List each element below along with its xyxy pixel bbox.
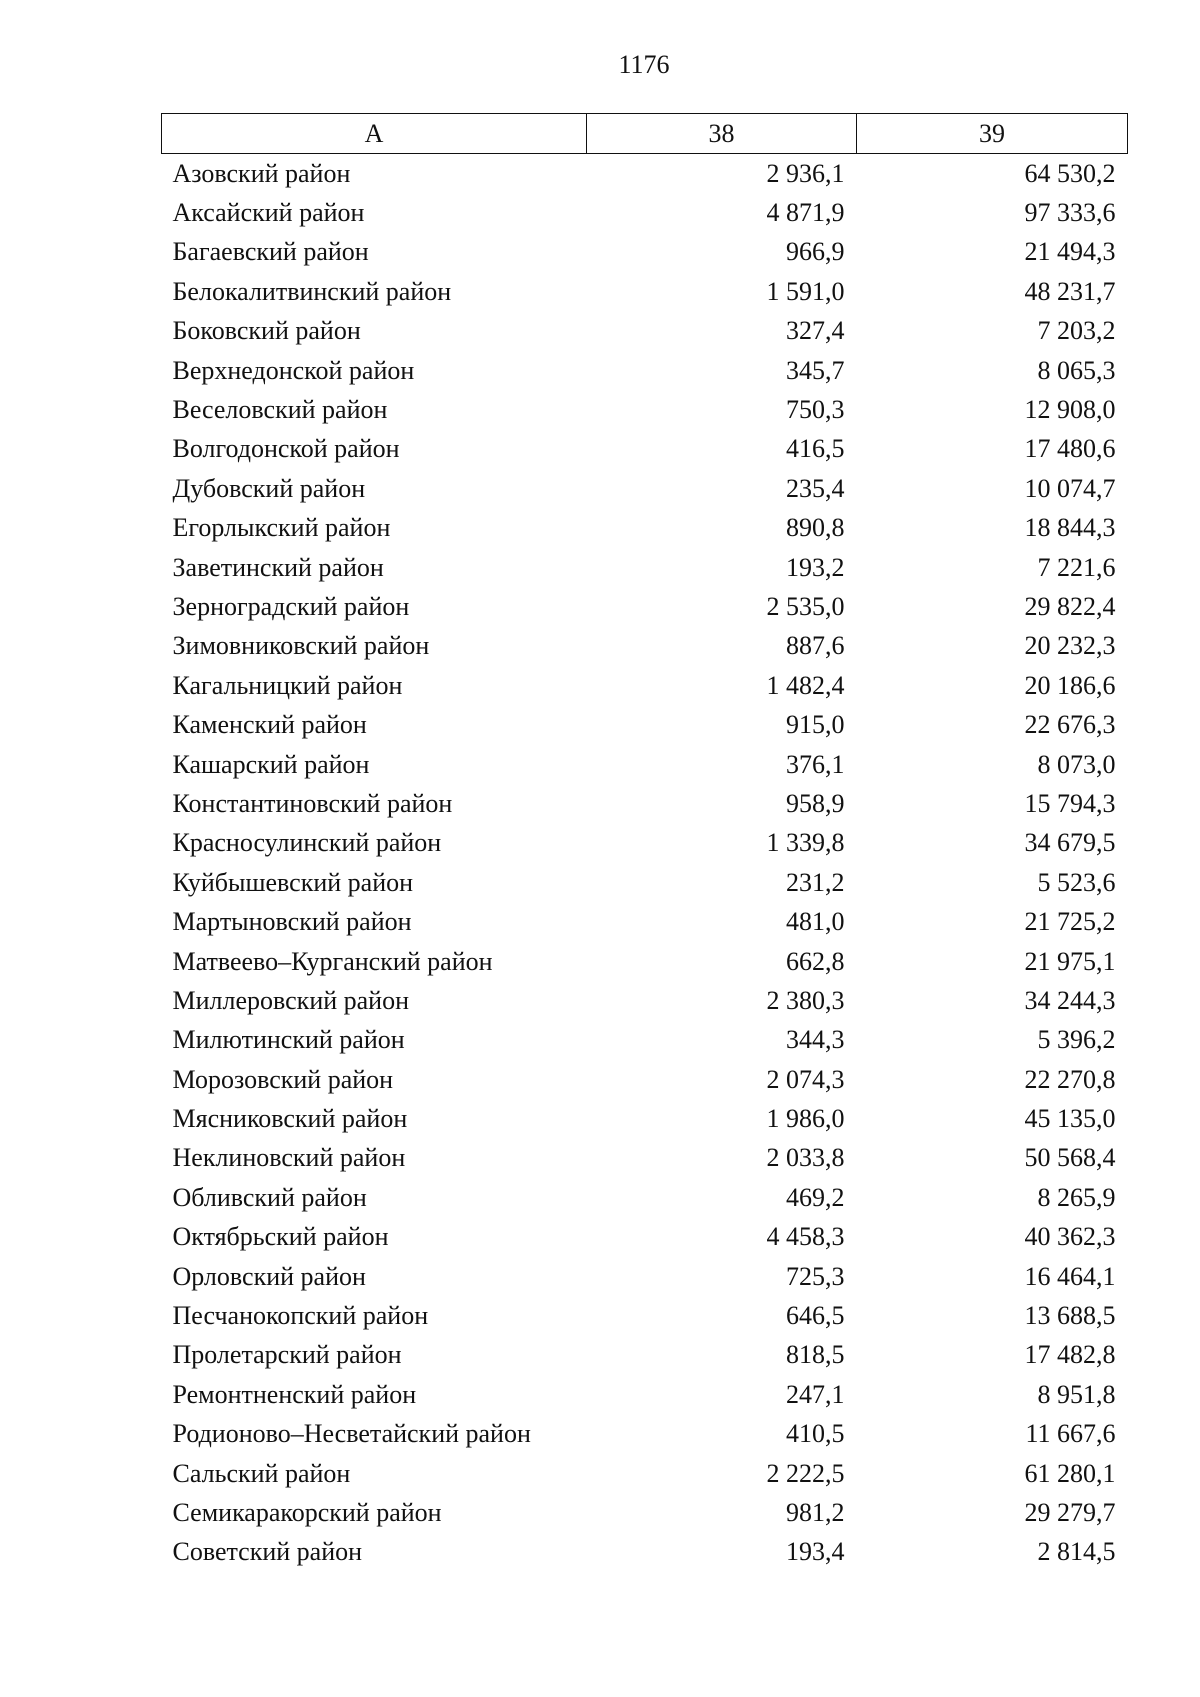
value-39-cell: 22 676,3 xyxy=(1024,710,1116,740)
value-38-cell: 235,4 xyxy=(786,473,845,503)
value-38-cell: 750,3 xyxy=(786,395,845,425)
value-39-cell: 40 362,3 xyxy=(1024,1222,1116,1252)
district-name-cell: Волгодонской район xyxy=(172,434,400,464)
district-name-cell: Семикаракорский район xyxy=(172,1497,442,1527)
value-38-cell: 416,5 xyxy=(786,434,845,464)
district-name-cell: Песчанокопский район xyxy=(172,1301,429,1331)
table-row xyxy=(162,1099,1128,1138)
value-39-cell: 16 464,1 xyxy=(1024,1261,1116,1291)
district-name-cell: Боковский район xyxy=(172,316,361,346)
table-row xyxy=(162,784,1128,823)
value-38-cell: 646,5 xyxy=(786,1301,845,1331)
value-38-cell: 410,5 xyxy=(786,1419,845,1449)
table-row xyxy=(162,981,1128,1020)
value-39-cell: 17 480,6 xyxy=(1024,434,1116,464)
value-39-cell: 15 794,3 xyxy=(1024,788,1116,818)
value-39-cell: 11 667,6 xyxy=(1025,1419,1116,1449)
table-row xyxy=(162,942,1128,981)
value-38-cell: 193,2 xyxy=(786,552,845,582)
page-number: 1176 xyxy=(618,50,670,79)
table-row xyxy=(162,627,1128,666)
value-39-cell: 2 814,5 xyxy=(1037,1537,1116,1567)
value-39-cell: 8 073,0 xyxy=(1037,749,1116,779)
district-name-cell: Каменский район xyxy=(172,710,367,740)
value-38-cell: 4 871,9 xyxy=(766,198,845,228)
table-header xyxy=(162,114,1128,154)
value-38-cell: 481,0 xyxy=(786,907,845,937)
value-39-cell: 21 494,3 xyxy=(1024,237,1116,267)
table-row xyxy=(162,1375,1128,1414)
value-39-cell: 50 568,4 xyxy=(1024,1143,1116,1173)
district-name-cell: Миллеровский район xyxy=(172,985,410,1015)
district-name-cell: Пролетарский район xyxy=(172,1340,402,1370)
value-39-cell: 8 265,9 xyxy=(1037,1182,1116,1212)
district-name-cell: Кагальницкий район xyxy=(172,670,403,700)
table-row xyxy=(162,233,1128,272)
table-row xyxy=(162,824,1128,863)
value-38-cell: 1 339,8 xyxy=(766,828,845,858)
value-38-cell: 376,1 xyxy=(786,749,845,779)
value-38-cell: 887,6 xyxy=(786,631,845,661)
value-39-cell: 21 975,1 xyxy=(1024,946,1116,976)
district-name-cell: Зерноградский район xyxy=(172,591,410,621)
value-38-cell: 327,4 xyxy=(786,316,845,346)
district-name-cell: Зимовниковский район xyxy=(172,631,430,661)
value-38-cell: 2 936,1 xyxy=(766,158,845,188)
column-header-a: А xyxy=(162,114,587,154)
value-38-cell: 2 380,3 xyxy=(766,985,845,1015)
value-38-cell: 915,0 xyxy=(786,710,845,740)
value-38-cell: 1 482,4 xyxy=(766,670,845,700)
table-header-row xyxy=(162,114,1128,154)
value-39-cell: 7 221,6 xyxy=(1037,552,1116,582)
value-38-cell: 2 222,5 xyxy=(766,1458,845,1488)
value-38-cell: 818,5 xyxy=(786,1340,845,1370)
value-38-cell: 344,3 xyxy=(786,1025,845,1055)
value-39-cell: 20 186,6 xyxy=(1024,670,1116,700)
value-38-cell: 2 033,8 xyxy=(766,1143,845,1173)
table-row xyxy=(162,587,1128,626)
table-row xyxy=(162,1415,1128,1454)
district-name-cell: Морозовский район xyxy=(172,1064,394,1094)
district-name-cell: Ремонтненский район xyxy=(172,1379,417,1409)
value-38-cell: 1 591,0 xyxy=(766,276,845,306)
district-name-cell: Кашарский район xyxy=(172,749,370,779)
district-name-cell: Егорлыкский район xyxy=(172,513,391,543)
table-row xyxy=(162,1060,1128,1099)
table-row xyxy=(162,705,1128,744)
table-row xyxy=(162,1296,1128,1335)
value-39-cell: 7 203,2 xyxy=(1037,316,1116,346)
table-row xyxy=(162,1021,1128,1060)
table-row xyxy=(162,351,1128,390)
district-name-cell: Милютинский район xyxy=(172,1025,405,1055)
value-39-cell: 48 231,7 xyxy=(1024,276,1116,306)
table-row xyxy=(162,1257,1128,1296)
column-header-39: 39 xyxy=(857,114,1128,154)
value-38-cell: 966,9 xyxy=(786,237,845,267)
district-name-cell: Заветинский район xyxy=(172,552,384,582)
district-name-cell: Родионово–Несветайский район xyxy=(172,1419,531,1449)
value-39-cell: 8 951,8 xyxy=(1037,1379,1116,1409)
district-name-cell: Азовский район xyxy=(172,158,351,188)
district-name-cell: Красносулинский район xyxy=(172,828,442,858)
value-39-cell: 13 688,5 xyxy=(1024,1301,1116,1331)
district-name-cell: Куйбышевский район xyxy=(172,867,414,897)
value-39-cell: 8 065,3 xyxy=(1037,355,1116,385)
value-39-cell: 29 279,7 xyxy=(1024,1497,1116,1527)
table-row xyxy=(162,1454,1128,1493)
table-row xyxy=(162,193,1128,232)
value-39-cell: 45 135,0 xyxy=(1024,1104,1116,1134)
value-39-cell: 12 908,0 xyxy=(1024,395,1116,425)
value-38-cell: 890,8 xyxy=(786,513,845,543)
value-39-cell: 18 844,3 xyxy=(1024,513,1116,543)
table-row xyxy=(162,1336,1128,1375)
data-table xyxy=(161,113,1128,1572)
value-38-cell: 662,8 xyxy=(786,946,845,976)
value-38-cell: 2 074,3 xyxy=(766,1064,845,1094)
table-row xyxy=(162,469,1128,508)
table-row xyxy=(162,1139,1128,1178)
value-39-cell: 5 523,6 xyxy=(1037,867,1116,897)
value-38-cell: 469,2 xyxy=(786,1182,845,1212)
value-39-cell: 5 396,2 xyxy=(1037,1025,1116,1055)
value-38-cell: 247,1 xyxy=(786,1379,845,1409)
district-name-cell: Орловский район xyxy=(172,1261,366,1291)
data-table-container xyxy=(161,113,1127,1572)
value-39-cell: 29 822,4 xyxy=(1024,591,1116,621)
column-header-38: 38 xyxy=(587,114,857,154)
district-name-cell: Матвеево–Курганский район xyxy=(172,946,493,976)
value-39-cell: 61 280,1 xyxy=(1024,1458,1116,1488)
table-body xyxy=(162,154,1128,1573)
value-39-cell: 64 530,2 xyxy=(1024,158,1116,188)
table-row xyxy=(162,666,1128,705)
district-name-cell: Константиновский район xyxy=(172,788,453,818)
value-38-cell: 4 458,3 xyxy=(766,1222,845,1252)
value-38-cell: 2 535,0 xyxy=(766,591,845,621)
district-name-cell: Сальский район xyxy=(172,1458,351,1488)
table-row xyxy=(162,548,1128,587)
district-name-cell: Советский район xyxy=(172,1537,363,1567)
district-name-cell: Дубовский район xyxy=(172,473,366,503)
value-39-cell: 17 482,8 xyxy=(1024,1340,1116,1370)
district-name-cell: Мартыновский район xyxy=(172,907,412,937)
value-38-cell: 193,4 xyxy=(786,1537,845,1567)
district-name-cell: Неклиновский район xyxy=(172,1143,406,1173)
value-39-cell: 20 232,3 xyxy=(1024,631,1116,661)
table-row xyxy=(162,154,1128,194)
district-name-cell: Веселовский район xyxy=(172,395,388,425)
table-row xyxy=(162,312,1128,351)
value-39-cell: 34 244,3 xyxy=(1024,985,1116,1015)
value-38-cell: 231,2 xyxy=(786,867,845,897)
table-row xyxy=(162,902,1128,941)
table-row xyxy=(162,863,1128,902)
value-38-cell: 1 986,0 xyxy=(766,1104,845,1134)
value-39-cell: 22 270,8 xyxy=(1024,1064,1116,1094)
table-row xyxy=(162,745,1128,784)
table-row xyxy=(162,1533,1128,1572)
table-row xyxy=(162,509,1128,548)
district-name-cell: Октябрьский район xyxy=(172,1222,389,1252)
value-38-cell: 958,9 xyxy=(786,788,845,818)
district-name-cell: Верхнедонской район xyxy=(172,355,415,385)
table-row xyxy=(162,272,1128,311)
value-39-cell: 10 074,7 xyxy=(1024,473,1116,503)
table-row xyxy=(162,390,1128,429)
value-39-cell: 97 333,6 xyxy=(1024,198,1116,228)
value-38-cell: 725,3 xyxy=(786,1261,845,1291)
table-row xyxy=(162,1493,1128,1532)
table-row xyxy=(162,1178,1128,1217)
table-row xyxy=(162,1218,1128,1257)
district-name-cell: Аксайский район xyxy=(172,198,365,228)
value-39-cell: 21 725,2 xyxy=(1024,907,1116,937)
value-38-cell: 981,2 xyxy=(786,1497,845,1527)
district-name-cell: Мясниковский район xyxy=(172,1104,408,1134)
district-name-cell: Обливский район xyxy=(172,1182,367,1212)
value-38-cell: 345,7 xyxy=(786,355,845,385)
value-39-cell: 34 679,5 xyxy=(1024,828,1116,858)
table-row xyxy=(162,430,1128,469)
district-name-cell: Белокалитвинский район xyxy=(172,276,452,306)
district-name-cell: Багаевский район xyxy=(172,237,369,267)
